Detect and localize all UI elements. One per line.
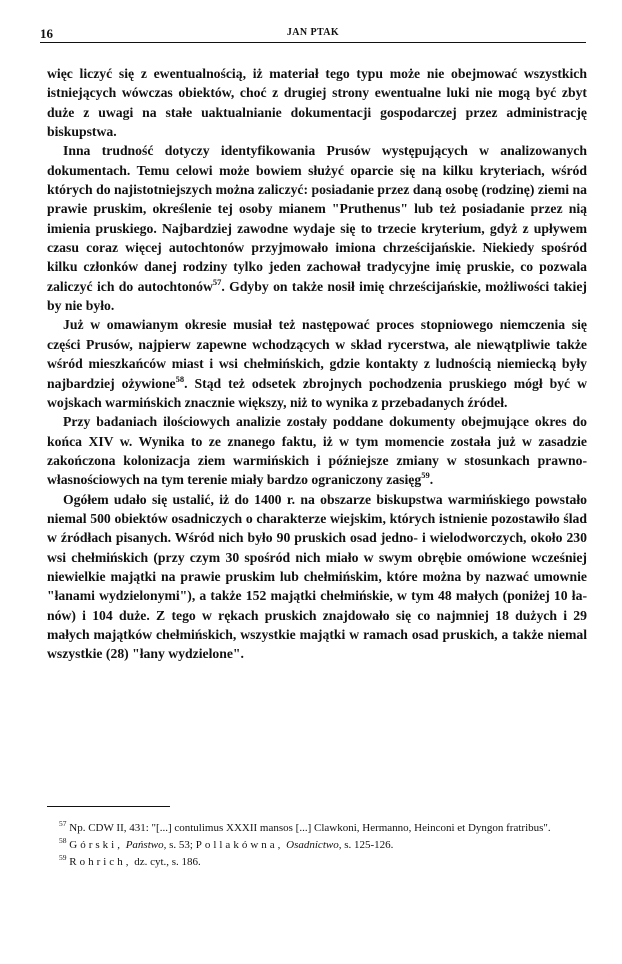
footnote-text: Np. CDW II, 431: "[...] contulimus XXXII mansos [...] Clawkoni, Hermanno, Heinconi et Dyngon fratribus". — [69, 822, 551, 834]
footnotes — [47, 820, 587, 871]
paragraph-4-text: Przy badaniach ilościowych analizie zostały poddane dokumenty obejmujące okres do końca XIV w. Wynika to ze znanego faktu, iż w tym momencie została już w zasadzie zakończona kolonizacja ziem warmińskich i późniejsze zmiany w stosunkach prawno-własnościowych na tym terenie miały bardzo ograniczony zasięg — [47, 414, 587, 488]
running-head: JAN PTAK — [286, 27, 340, 38]
paragraph-4 — [47, 412, 587, 489]
footnote-57 — [47, 820, 587, 836]
footnote-ref-58[interactable]: 58 — [175, 373, 185, 384]
footnote-title: Osadnictwo, — [286, 839, 342, 851]
page-header — [40, 26, 586, 43]
footnote-author: Pollakówna, — [195, 839, 284, 851]
footnote-number: 59 — [59, 853, 67, 862]
paragraph-3-text: Już w omawianym okresie musiał też następować proces stopniowego niemczenia się części Prusów, najpierw zapewne wchodzących w skład rycerstwa, ale niewątpliwie także wśród mieszkańców miast i wsi chełmińskich, gdzie kontakty z ludnością niemiecką były najbardziej ożywione — [47, 317, 587, 391]
footnote-pages: s. 125-126. — [344, 839, 394, 851]
paragraph-3-text-end: . Stąd też odsetek zbrojnych pochodzenia pruskiego mógł być w wojskach warmińskich znacznie większy, niż to wynika z przebadanych źródeł. — [47, 375, 587, 410]
footnote-number: 57 — [59, 819, 67, 828]
paragraph-2-text: Inna trudność dotyczy identyfikowania Prusów występujących w analizowanych dokumentach. Temu celowi może bowiem służyć oparcie się na kilku kryteriach, wśród których do najistotniejszych można zaliczyć: posiadanie przez daną osobę (rodzinę) ziemi na prawie pruskim, określenie tej osoby mianem "Pruthenus" lub też posiadanie przez nią imienia pruskiego. Najbardziej zawodne wydaje się to trzecie kryterium, gdyż z upływem czasu coraz więcej autochtonów przyjmowało imiona chrześcijańskie. Niekiedy spośród kilku członków danej rodziny tylko jeden zachował tradycyjne imię pruskie, co pozwala zaliczyć ich do autochtonów — [47, 143, 587, 294]
footnote-ref-59[interactable]: 59 — [421, 470, 430, 481]
paragraph-2-text-end: . Gdyby on także nosił imię chrześcijańskie, możliwości takiej by nie było. — [47, 278, 587, 314]
footnote-59 — [47, 854, 587, 870]
main-text — [47, 64, 587, 664]
footnote-separator — [47, 806, 170, 807]
paragraph-4-text-end: . — [429, 472, 434, 488]
footnote-title: Państwo, — [125, 839, 167, 851]
page-number: 16 — [40, 26, 53, 41]
footnote-ref-57[interactable]: 57 — [212, 276, 222, 287]
footnote-pages: dz. cyt., s. 186. — [134, 856, 201, 868]
footnote-author: Górski, — [69, 839, 123, 851]
footnote-author: Rohrich, — [69, 856, 132, 868]
paragraph-3 — [47, 315, 587, 412]
footnote-number: 58 — [59, 836, 67, 845]
paragraph-2 — [47, 141, 587, 315]
footnote-pages: s. 53; — [169, 839, 193, 851]
paragraph-5: Ogółem udało się ustalić, iż do 1400 r. na obszarze biskupstwa warmińskiego powstało niemal 500 obiektów osadniczych o charakterze wiejskim, których istnienie pozostawiło ślad w źródłach pisanych. Wśród nich było 90 pruskich osad jedno- i wielodworczych, około 230 wsi chełmińskich (przy czym 30 spośród nich miało w swym obrębie omówione wcześniej niewielkie majątki na prawie pruskim lub chełmińskim, które można by nazwać umownie "łanami wydzielonymi"), a także 152 majątki chełmińskie, w tym 48 małych (poniżej 10 łanów) i 104 duże. Z tego w rękach pruskich znajdowało się co najmniej 18 dużych i 29 małych majątków chełmińskich, wszystkie majątki w ramach osad pruskich, a także niemal wszystkie (28) "łany wydzielone". — [47, 491, 587, 662]
footnote-58 — [47, 837, 587, 853]
paragraph-1: więc liczyć się z ewentualnością, iż materiał tego typu może nie obejmować wszystkich istniejących wówczas obiektów, choć z drugiej strony ewentualne luki nie mogą być zbyt duże z uwagi na stałe uaktualnianie dokumentacji gospodarczej przez administrację biskupstwa. — [47, 66, 587, 140]
